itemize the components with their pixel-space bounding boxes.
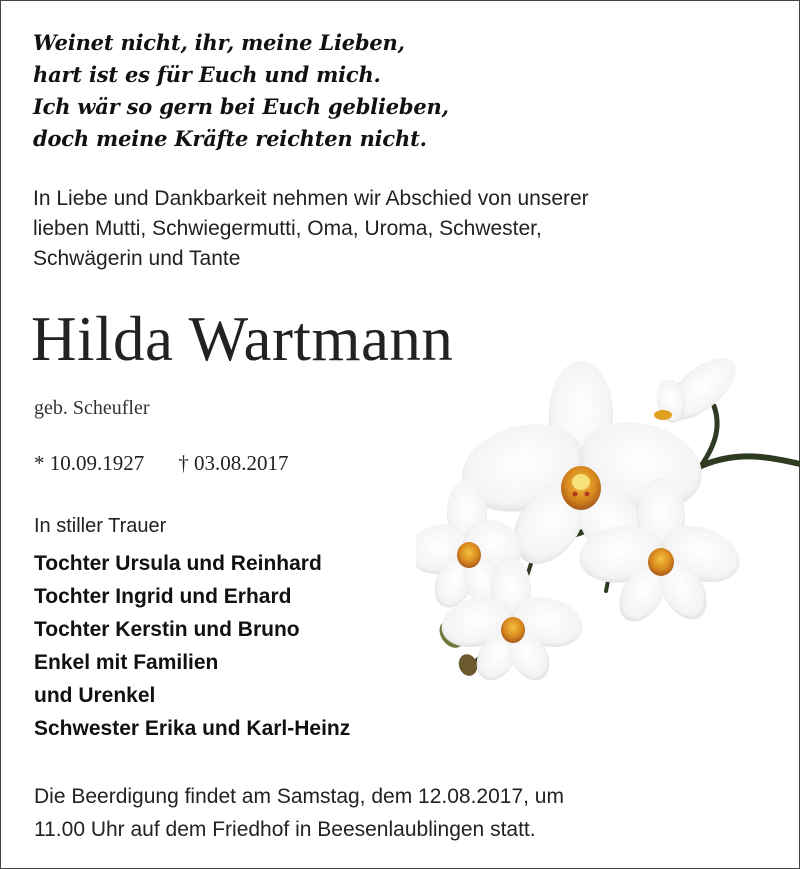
poem-line: Weinet nicht, ihr, meine Lieben, [33,30,405,55]
funeral-info [34,780,774,846]
poem-line: hart ist es für Euch und mich. [33,62,381,87]
mourners-label: In stiller Trauer [34,515,167,537]
mourner-line: Tochter Ingrid und Erhard [34,585,292,608]
mourner-line: und Urenkel [34,684,156,707]
mourner-line: Tochter Kerstin und Bruno [34,618,300,641]
poem-line: Ich wär so gern bei Euch geblieben, [33,94,449,119]
intro-line: lieben Mutti, Schwiegermutti, Oma, Uroma, Schwester, [33,217,542,240]
life-dates [34,451,289,476]
deceased-name: Hilda Wartmann [31,304,454,374]
intro-line: In Liebe und Dankbarkeit nehmen wir Abschied von unserer [33,187,589,210]
white-orchid-icon [416,356,800,686]
poem [33,27,449,155]
mourners-list [34,547,350,745]
funeral-line: Die Beerdigung findet am Samstag, dem 12.08.2017, um [34,785,564,808]
intro-line: Schwägerin und Tante [33,247,241,270]
birth-name: geb. Scheufler [34,397,150,419]
funeral-line: 11.00 Uhr auf dem Friedhof in Beesenlaublingen statt. [34,818,536,841]
birth-date: * 10.09.1927 [34,451,145,475]
death-date: † 03.08.2017 [178,451,289,475]
poem-line: doch meine Kräfte reichten nicht. [33,126,427,151]
intro-text [33,184,773,274]
mourner-line: Tochter Ursula und Reinhard [34,552,322,575]
mourner-line: Enkel mit Familien [34,651,219,674]
mourner-line: Schwester Erika und Karl-Heinz [34,717,351,740]
